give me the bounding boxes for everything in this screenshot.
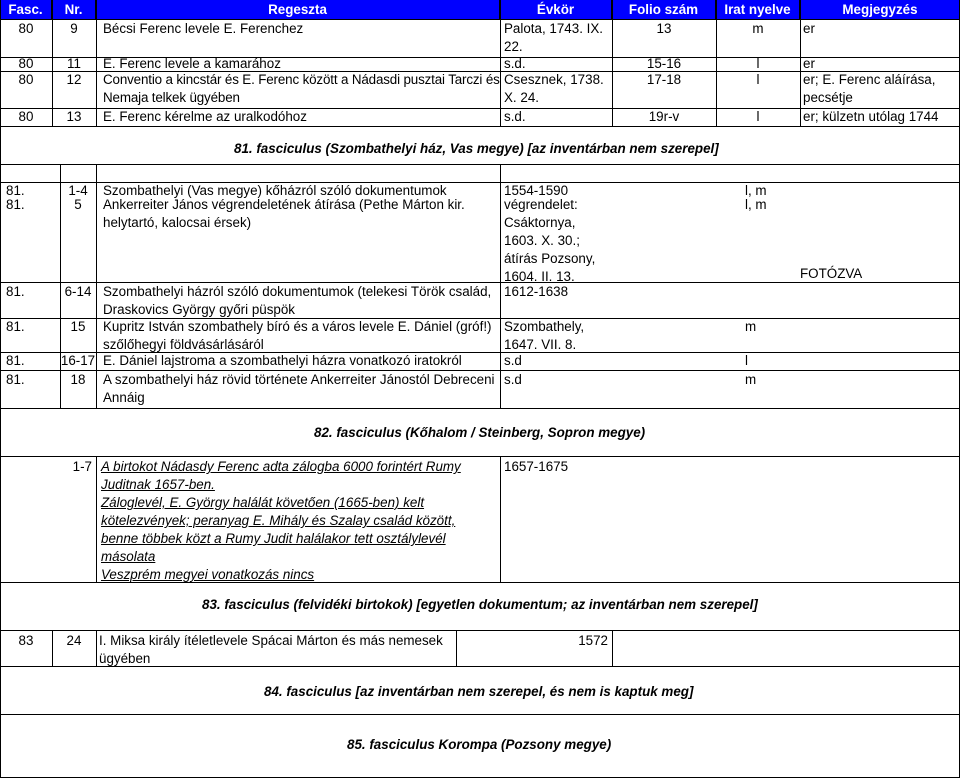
cell-regeszta: Kupritz István szombathely bíró és a város levele E. Dániel (gróf!) szőlőhegyi földvásárlásáról — [103, 319, 492, 352]
cell-nyelv: m — [752, 21, 764, 36]
grid-line — [500, 456, 501, 582]
cell-megj: er — [803, 21, 815, 36]
cell-nr: 9 — [70, 21, 78, 36]
cell-fasc: 81. — [6, 183, 25, 198]
grid-line — [0, 630, 960, 631]
cell-regeszta: E. Ferenc levele a kamarához — [103, 56, 281, 71]
regeszta-line: A birtokot Nádasdy Ferenc adta zálogba 6000 forintért Rumy — [101, 459, 461, 474]
cell-evkor: Csesznek, 1738. X. 24. — [504, 72, 604, 105]
cell-fasc: 81. — [6, 284, 25, 299]
cell-folio: 19r-v — [648, 109, 680, 124]
cell-regeszta: E. Ferenc kérelme az uralkodóhoz — [103, 109, 307, 124]
cell-fasc: 81. — [6, 353, 25, 368]
cell-nr: 16-17 — [60, 353, 96, 368]
cell-nr: 6-14 — [64, 284, 92, 299]
fasciculus-85-title: 85. fasciculus Korompa (Pozsony megye) — [347, 737, 612, 752]
cell-folio: 13 — [656, 21, 672, 36]
table-header — [0, 0, 960, 20]
cell-fasc: 83 — [18, 633, 34, 648]
cell-evkor: s.d. — [504, 56, 526, 71]
grid-line — [612, 630, 613, 666]
cell-megj: FOTÓZVA — [800, 266, 863, 281]
cell-nyelv: m — [745, 372, 757, 387]
grid-line — [96, 164, 97, 408]
cell-regeszta: Conventio a kincstár és E. Ferenc között a Nádasdi pusztai Tarczi és Nemaja telkek ügyében — [103, 72, 500, 105]
cell-regeszta: I. Miksa király ítéletlevele Spácai Márton és más nemesek ügyében — [99, 633, 443, 666]
grid-line — [96, 630, 97, 666]
col-nyelv-header: Irat nyelve — [716, 0, 800, 19]
cell-regeszta: Bécsi Ferenc levele E. Ferenchez — [103, 21, 304, 36]
fasciculus-82-title: 82. fasciculus (Kőhalom / Steinberg, Sopron megye) — [314, 425, 646, 440]
col-folio-header: Folio szám — [612, 0, 716, 19]
cell-fasc: 80 — [18, 21, 34, 36]
cell-nyelv: l, m — [745, 197, 767, 212]
cell-regeszta: E. Dániel lajstroma a szombathelyi házra vonatkozó iratokról — [103, 353, 462, 368]
cell-evkor: 1657-1675 — [504, 459, 569, 474]
cell-megj: er; külzetn utólag 1744 — [803, 109, 939, 124]
grid-line — [500, 0, 501, 126]
cell-nr: 1-7 — [72, 459, 92, 474]
cell-evkor: 1572 — [578, 633, 608, 648]
grid-line — [96, 456, 97, 582]
cell-folio: 15-16 — [646, 56, 682, 71]
grid-line — [96, 0, 97, 126]
cell-nr: 11 — [67, 56, 81, 71]
col-evkor-header: Évkör — [500, 0, 612, 19]
cell-fasc: 80 — [18, 56, 34, 71]
cell-nyelv: l — [745, 353, 748, 368]
regeszta-line: Veszprém megyei vonatkozás nincs — [101, 567, 315, 582]
cell-evkor: 1612-1638 — [504, 284, 569, 299]
cell-fasc: 81. — [6, 319, 25, 334]
cell-nyelv: m — [745, 319, 757, 334]
grid-line — [0, 456, 960, 457]
cell-megj: er; E. Ferenc aláírása, pecsétje — [803, 72, 936, 105]
grid-line — [456, 630, 457, 666]
regeszta-line: másolata — [101, 549, 156, 564]
cell-folio: 17-18 — [646, 72, 682, 87]
grid-line — [0, 164, 960, 165]
cell-fasc: 81. — [6, 372, 25, 387]
cell-regeszta: Ankerreiter János végrendeletének átírása (Pethe Márton kir. helytartó, kalocsai érsek) — [103, 197, 465, 230]
regeszta-line: Záloglevél, E. György halálát követően (1665-ben) kelt — [101, 495, 425, 510]
cell-fasc: 81. — [6, 197, 25, 212]
fasciculus-84-title: 84. fasciculus [az inventárban nem szerepel, és nem is kaptuk meg] — [264, 684, 694, 699]
cell-nyelv: l — [756, 109, 760, 124]
cell-regeszta: A szombathelyi ház rövid története Ankerreiter Jánostól Debreceni Annáig — [103, 372, 495, 405]
cell-nr: 1-4 — [68, 183, 88, 198]
cell-nr: 13 — [66, 109, 82, 124]
regeszta-line: Juditnak 1657-ben. — [101, 477, 215, 492]
grid-line — [0, 126, 960, 127]
cell-regeszta: Szombathelyi házról szóló dokumentumok (telekesi Török család, Draskovics György győri püspök — [103, 284, 492, 317]
cell-regeszta: Szombathelyi (Vas megye) kőházról szóló dokumentumok — [103, 183, 447, 198]
grid-line — [0, 408, 960, 409]
fasciculus-81-title: 81. fasciculus (Szombathelyi ház, Vas megye) [az inventárban nem szerepel] — [234, 141, 719, 156]
cell-evkor: s.d. — [504, 109, 526, 124]
cell-evkor: s.d — [504, 353, 522, 368]
cell-nr: 18 — [70, 372, 86, 387]
cell-evkor: 1554-1590 — [504, 183, 569, 198]
cell-evkor: végrendelet: Csáktornya, 1603. X. 30.; átírás Pozsony, 1604. II. 13. — [504, 197, 596, 284]
grid-line — [800, 0, 801, 126]
cell-nr: 15 — [70, 319, 86, 334]
col-regeszta-header: Regeszta — [96, 0, 500, 19]
cell-nyelv: l, m — [745, 183, 767, 198]
cell-fasc: 80 — [18, 109, 34, 124]
col-fasc-header: Fasc. — [0, 0, 52, 19]
cell-megj: er — [803, 56, 815, 71]
cell-evkor: s.d — [504, 372, 522, 387]
cell-fasc: 80 — [18, 72, 34, 87]
fasciculus-83-title: 83. fasciculus (felvidéki birtokok) [egyetlen dokumentum; az inventárban nem szerepel] — [202, 597, 758, 612]
regeszta-line: benne többek közt a Rumy Judit halálakor tett osztálylevél — [101, 531, 446, 546]
cell-nyelv: l — [756, 56, 760, 71]
cell-nr: 24 — [66, 633, 82, 648]
cell-evkor: Szombathely, 1647. VII. 8. — [504, 319, 585, 352]
regeszta-line: kötelezvények; peranyag E. Mihály és Szalay család között, — [101, 513, 456, 528]
cell-nr: 5 — [74, 197, 82, 212]
col-nr-header: Nr. — [52, 0, 96, 19]
cell-evkor: Palota, 1743. IX. 22. — [504, 21, 604, 54]
grid-line — [0, 714, 960, 715]
col-megj-header: Megjegyzés — [800, 0, 960, 19]
cell-nr: 12 — [66, 72, 82, 87]
cell-nyelv: l — [756, 72, 760, 87]
